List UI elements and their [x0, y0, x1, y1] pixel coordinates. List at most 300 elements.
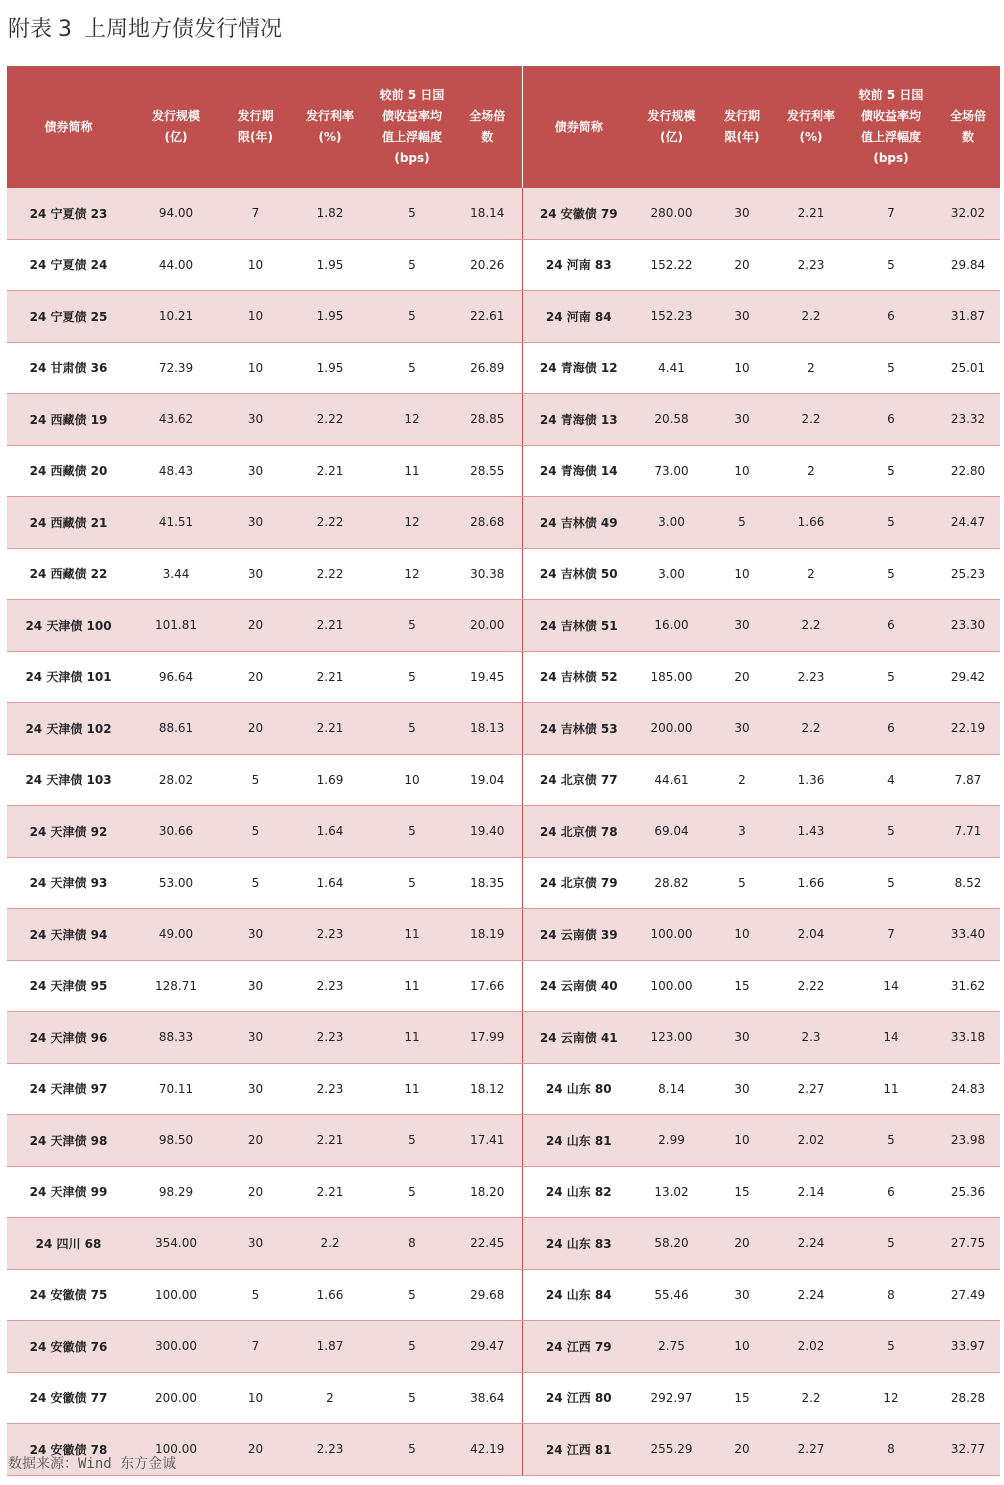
table-cell-bid-cover: 27.75 [936, 1218, 1000, 1270]
table-cell-bond-name: 24 西藏债 20 [7, 445, 130, 497]
table-cell-term: 5 [222, 754, 289, 806]
table-cell-issue-rate: 1.95 [289, 239, 371, 291]
table-cell-issue-rate: 1.95 [289, 342, 371, 394]
table-cell-issue-rate: 2.02 [776, 1321, 846, 1373]
table-cell-bid-cover: 23.98 [936, 1115, 1000, 1167]
table-cell-issue-rate: 2.23 [289, 1424, 371, 1476]
table-cell-spread-bps: 7 [846, 909, 936, 961]
table-cell-term: 10 [708, 445, 776, 497]
table-cell-bid-cover: 18.12 [453, 1063, 522, 1115]
table-row [7, 806, 1000, 858]
table-cell-bid-cover: 31.87 [936, 291, 1000, 343]
table-cell-spread-bps: 5 [371, 1166, 453, 1218]
table-cell-term: 30 [708, 1269, 776, 1321]
table-cell-term: 20 [222, 600, 289, 652]
table-cell-issue-size: 128.71 [130, 960, 222, 1012]
column-header-bond-name-left: 债券简称 [7, 66, 130, 188]
table-row [7, 1321, 1000, 1373]
table-row [7, 1115, 1000, 1167]
table-cell-issue-size: 96.64 [130, 651, 222, 703]
table-cell-bid-cover: 18.19 [453, 909, 522, 961]
table-cell-issue-size: 200.00 [635, 703, 708, 755]
table-row [7, 497, 1000, 549]
table-cell-term: 30 [222, 445, 289, 497]
table-cell-issue-size: 28.02 [130, 754, 222, 806]
table-cell-issue-rate: 2.2 [776, 1372, 846, 1424]
table-cell-term: 2 [708, 754, 776, 806]
table-cell-issue-rate: 2.04 [776, 909, 846, 961]
table-cell-issue-rate: 2.22 [289, 394, 371, 446]
table-cell-issue-size: 2.99 [635, 1115, 708, 1167]
table-cell-issue-rate: 1.43 [776, 806, 846, 858]
table-cell-bid-cover: 25.36 [936, 1166, 1000, 1218]
table-cell-term: 5 [222, 857, 289, 909]
table-cell-issue-size: 94.00 [130, 188, 222, 239]
table-cell-term: 20 [708, 239, 776, 291]
table-row [7, 1269, 1000, 1321]
table-cell-issue-rate: 2 [776, 342, 846, 394]
table-cell-issue-rate: 2 [289, 1372, 371, 1424]
table-cell-spread-bps: 5 [371, 857, 453, 909]
table-cell-spread-bps: 12 [846, 1372, 936, 1424]
table-cell-bid-cover: 27.49 [936, 1269, 1000, 1321]
table-cell-spread-bps: 6 [846, 703, 936, 755]
table-cell-spread-bps: 5 [371, 342, 453, 394]
table-cell-bond-name: 24 河南 84 [522, 291, 635, 343]
table-cell-term: 10 [222, 239, 289, 291]
table-cell-bond-name: 24 西藏债 22 [7, 548, 130, 600]
table-cell-term: 20 [222, 1424, 289, 1476]
table-cell-spread-bps: 5 [371, 703, 453, 755]
table-cell-issue-size: 100.00 [130, 1424, 222, 1476]
table-cell-bond-name: 24 山东 81 [522, 1115, 635, 1167]
table-cell-term: 5 [708, 857, 776, 909]
table-cell-term: 30 [222, 960, 289, 1012]
table-cell-bid-cover: 29.47 [453, 1321, 522, 1373]
table-cell-issue-size: 69.04 [635, 806, 708, 858]
table-cell-term: 30 [708, 1012, 776, 1064]
table-cell-term: 10 [222, 1372, 289, 1424]
table-cell-term: 30 [222, 909, 289, 961]
table-cell-issue-size: 13.02 [635, 1166, 708, 1218]
table-cell-issue-size: 200.00 [130, 1372, 222, 1424]
table-cell-issue-rate: 2.2 [776, 600, 846, 652]
table-cell-bid-cover: 25.01 [936, 342, 1000, 394]
table-cell-issue-size: 100.00 [635, 960, 708, 1012]
table-cell-spread-bps: 8 [371, 1218, 453, 1270]
table-cell-issue-rate: 1.64 [289, 857, 371, 909]
table-cell-issue-rate: 2.22 [776, 960, 846, 1012]
table-cell-bid-cover: 28.28 [936, 1372, 1000, 1424]
table-cell-spread-bps: 5 [846, 1321, 936, 1373]
table-row [7, 548, 1000, 600]
column-header-issue-rate-right: 发行利率 (%) [776, 66, 846, 188]
table-row [7, 1012, 1000, 1064]
table-cell-issue-size: 101.81 [130, 600, 222, 652]
table-row [7, 857, 1000, 909]
table-cell-bond-name: 24 吉林债 51 [522, 600, 635, 652]
table-cell-issue-size: 55.46 [635, 1269, 708, 1321]
table-cell-spread-bps: 6 [846, 394, 936, 446]
table-cell-issue-rate: 2.21 [289, 703, 371, 755]
table-cell-bid-cover: 33.97 [936, 1321, 1000, 1373]
table-cell-spread-bps: 5 [846, 548, 936, 600]
table-cell-bond-name: 24 天津债 96 [7, 1012, 130, 1064]
table-row [7, 1372, 1000, 1424]
table-cell-issue-size: 43.62 [130, 394, 222, 446]
table-cell-bid-cover: 24.83 [936, 1063, 1000, 1115]
table-cell-issue-rate: 1.95 [289, 291, 371, 343]
table-cell-issue-rate: 2.23 [289, 960, 371, 1012]
table-cell-bond-name: 24 天津债 103 [7, 754, 130, 806]
table-cell-bond-name: 24 天津债 94 [7, 909, 130, 961]
table-cell-term: 20 [222, 1166, 289, 1218]
table-cell-issue-rate: 2.2 [776, 394, 846, 446]
table-cell-term: 7 [222, 188, 289, 239]
table-cell-issue-size: 280.00 [635, 188, 708, 239]
table-cell-spread-bps: 5 [846, 1115, 936, 1167]
table-cell-bond-name: 24 青海债 14 [522, 445, 635, 497]
table-cell-bid-cover: 17.99 [453, 1012, 522, 1064]
table-cell-spread-bps: 11 [846, 1063, 936, 1115]
table-cell-term: 3 [708, 806, 776, 858]
table-cell-bond-name: 24 吉林债 53 [522, 703, 635, 755]
table-cell-issue-rate: 2.3 [776, 1012, 846, 1064]
table-cell-bid-cover: 29.84 [936, 239, 1000, 291]
table-cell-bid-cover: 28.68 [453, 497, 522, 549]
table-cell-bond-name: 24 天津债 92 [7, 806, 130, 858]
column-header-spread-bps-right: 较前 5 日国 债收益率均 值上浮幅度 (bps) [846, 66, 936, 188]
table-cell-bond-name: 24 宁夏债 25 [7, 291, 130, 343]
table-cell-issue-rate: 2 [776, 445, 846, 497]
table-cell-issue-size: 70.11 [130, 1063, 222, 1115]
table-cell-issue-size: 300.00 [130, 1321, 222, 1373]
table-cell-spread-bps: 5 [846, 445, 936, 497]
table-cell-term: 20 [708, 1424, 776, 1476]
table-cell-term: 30 [222, 497, 289, 549]
table-cell-spread-bps: 5 [846, 857, 936, 909]
table-cell-issue-rate: 2.22 [289, 497, 371, 549]
table-cell-issue-rate: 2.21 [289, 651, 371, 703]
table-cell-issue-rate: 2.27 [776, 1424, 846, 1476]
table-row [7, 342, 1000, 394]
table-cell-bid-cover: 29.42 [936, 651, 1000, 703]
table-cell-issue-rate: 2.23 [289, 909, 371, 961]
table-cell-issue-rate: 2.21 [289, 600, 371, 652]
table-cell-issue-rate: 2.24 [776, 1218, 846, 1270]
table-cell-issue-size: 292.97 [635, 1372, 708, 1424]
table-cell-bond-name: 24 山东 82 [522, 1166, 635, 1218]
table-cell-bond-name: 24 安徽债 78 [7, 1424, 130, 1476]
table-cell-issue-size: 16.00 [635, 600, 708, 652]
table-header-row [7, 66, 1000, 188]
table-cell-term: 10 [708, 342, 776, 394]
table-cell-spread-bps: 8 [846, 1269, 936, 1321]
table-cell-issue-size: 48.43 [130, 445, 222, 497]
table-cell-spread-bps: 6 [846, 600, 936, 652]
table-cell-issue-rate: 2.21 [289, 445, 371, 497]
table-title-label: 附表 [8, 17, 53, 42]
table-cell-bond-name: 24 安徽债 76 [7, 1321, 130, 1373]
table-cell-issue-size: 3.00 [635, 548, 708, 600]
table-cell-term: 30 [708, 703, 776, 755]
table-cell-issue-size: 2.75 [635, 1321, 708, 1373]
table-cell-bid-cover: 18.13 [453, 703, 522, 755]
table-cell-issue-rate: 2.24 [776, 1269, 846, 1321]
table-cell-issue-rate: 2.23 [776, 651, 846, 703]
table-cell-spread-bps: 5 [371, 651, 453, 703]
table-cell-bid-cover: 20.00 [453, 600, 522, 652]
table-cell-bid-cover: 22.19 [936, 703, 1000, 755]
table-cell-issue-size: 72.39 [130, 342, 222, 394]
column-header-bid-cover-left: 全场倍 数 [453, 66, 522, 188]
table-cell-spread-bps: 8 [846, 1424, 936, 1476]
table-cell-term: 15 [708, 1372, 776, 1424]
table-cell-bid-cover: 28.85 [453, 394, 522, 446]
table-cell-issue-size: 49.00 [130, 909, 222, 961]
table-cell-term: 30 [222, 548, 289, 600]
table-cell-issue-size: 30.66 [130, 806, 222, 858]
table-cell-term: 30 [708, 394, 776, 446]
table-cell-issue-rate: 2.22 [289, 548, 371, 600]
table-cell-issue-rate: 2.2 [289, 1218, 371, 1270]
table-cell-spread-bps: 5 [846, 497, 936, 549]
table-row [7, 754, 1000, 806]
table-cell-issue-size: 88.33 [130, 1012, 222, 1064]
table-cell-issue-size: 100.00 [130, 1269, 222, 1321]
table-row [7, 703, 1000, 755]
table-cell-issue-size: 123.00 [635, 1012, 708, 1064]
table-row [7, 960, 1000, 1012]
table-row [7, 909, 1000, 961]
table-row [7, 445, 1000, 497]
table-cell-spread-bps: 14 [846, 960, 936, 1012]
column-header-bond-name-right: 债券简称 [522, 66, 635, 188]
table-cell-issue-size: 44.61 [635, 754, 708, 806]
table-cell-spread-bps: 5 [371, 291, 453, 343]
table-cell-spread-bps: 11 [371, 960, 453, 1012]
table-cell-spread-bps: 11 [371, 1063, 453, 1115]
table-row [7, 1218, 1000, 1270]
table-cell-term: 7 [222, 1321, 289, 1373]
table-cell-spread-bps: 7 [846, 188, 936, 239]
table-title [8, 14, 282, 46]
table-cell-bond-name: 24 江西 79 [522, 1321, 635, 1373]
table-cell-bond-name: 24 四川 68 [7, 1218, 130, 1270]
table-cell-bond-name: 24 江西 81 [522, 1424, 635, 1476]
table-cell-term: 30 [222, 394, 289, 446]
table-cell-issue-size: 73.00 [635, 445, 708, 497]
column-header-term-right: 发行期 限(年) [708, 66, 776, 188]
table-cell-issue-size: 255.29 [635, 1424, 708, 1476]
table-cell-bid-cover: 17.41 [453, 1115, 522, 1167]
table-cell-term: 30 [708, 188, 776, 239]
table-cell-issue-rate: 2.02 [776, 1115, 846, 1167]
table-cell-bond-name: 24 宁夏债 23 [7, 188, 130, 239]
table-cell-spread-bps: 5 [371, 239, 453, 291]
table-cell-bond-name: 24 云南债 41 [522, 1012, 635, 1064]
table-cell-issue-rate: 2 [776, 548, 846, 600]
table-cell-spread-bps: 11 [371, 445, 453, 497]
table-cell-bid-cover: 22.80 [936, 445, 1000, 497]
table-cell-term: 15 [708, 1166, 776, 1218]
table-cell-bid-cover: 25.23 [936, 548, 1000, 600]
table-row [7, 1063, 1000, 1115]
table-cell-bond-name: 24 天津债 97 [7, 1063, 130, 1115]
table-cell-bond-name: 24 青海债 12 [522, 342, 635, 394]
table-cell-bond-name: 24 吉林债 52 [522, 651, 635, 703]
table-cell-term: 5 [708, 497, 776, 549]
table-cell-term: 20 [708, 651, 776, 703]
column-header-term-left: 发行期 限(年) [222, 66, 289, 188]
table-cell-issue-size: 354.00 [130, 1218, 222, 1270]
table-cell-spread-bps: 5 [371, 600, 453, 652]
table-cell-bond-name: 24 安徽债 79 [522, 188, 635, 239]
table-cell-bid-cover: 29.68 [453, 1269, 522, 1321]
table-cell-spread-bps: 5 [371, 1269, 453, 1321]
table-cell-term: 20 [222, 651, 289, 703]
table-cell-issue-size: 41.51 [130, 497, 222, 549]
table-cell-spread-bps: 5 [371, 806, 453, 858]
table-cell-issue-rate: 2.23 [289, 1012, 371, 1064]
table-cell-issue-rate: 2.21 [289, 1115, 371, 1167]
table-cell-bid-cover: 17.66 [453, 960, 522, 1012]
table-cell-term: 30 [222, 1063, 289, 1115]
table-row [7, 651, 1000, 703]
table-cell-bond-name: 24 宁夏债 24 [7, 239, 130, 291]
table-cell-issue-rate: 2.23 [289, 1063, 371, 1115]
table-cell-spread-bps: 12 [371, 394, 453, 446]
table-cell-issue-size: 58.20 [635, 1218, 708, 1270]
table-cell-term: 10 [222, 342, 289, 394]
table-cell-term: 20 [222, 703, 289, 755]
table-cell-issue-rate: 2.21 [776, 188, 846, 239]
table-cell-issue-size: 3.00 [635, 497, 708, 549]
table-cell-issue-rate: 1.66 [776, 857, 846, 909]
table-row [7, 394, 1000, 446]
table-cell-bond-name: 24 西藏债 21 [7, 497, 130, 549]
table-cell-issue-rate: 1.64 [289, 806, 371, 858]
table-cell-spread-bps: 12 [371, 548, 453, 600]
table-cell-issue-size: 98.29 [130, 1166, 222, 1218]
table-cell-spread-bps: 14 [846, 1012, 936, 1064]
table-cell-bid-cover: 19.40 [453, 806, 522, 858]
table-cell-bond-name: 24 甘肃债 36 [7, 342, 130, 394]
table-cell-bond-name: 24 安徽债 75 [7, 1269, 130, 1321]
table-cell-issue-rate: 2.14 [776, 1166, 846, 1218]
table-cell-bid-cover: 31.62 [936, 960, 1000, 1012]
table-cell-bid-cover: 24.47 [936, 497, 1000, 549]
table-cell-term: 10 [222, 291, 289, 343]
table-cell-bid-cover: 30.38 [453, 548, 522, 600]
table-cell-issue-rate: 1.82 [289, 188, 371, 239]
table-cell-bid-cover: 19.04 [453, 754, 522, 806]
table-cell-bid-cover: 19.45 [453, 651, 522, 703]
column-header-issue-size-left: 发行规模 (亿) [130, 66, 222, 188]
table-cell-bond-name: 24 江西 80 [522, 1372, 635, 1424]
table-cell-bond-name: 24 山东 84 [522, 1269, 635, 1321]
table-cell-issue-rate: 2.2 [776, 703, 846, 755]
table-cell-bond-name: 24 山东 80 [522, 1063, 635, 1115]
table-cell-bid-cover: 33.18 [936, 1012, 1000, 1064]
table-row [7, 188, 1000, 239]
table-cell-issue-size: 10.21 [130, 291, 222, 343]
table-cell-issue-rate: 2.2 [776, 291, 846, 343]
table-cell-issue-rate: 1.69 [289, 754, 371, 806]
table-cell-term: 30 [222, 1218, 289, 1270]
table-cell-issue-rate: 2.23 [776, 239, 846, 291]
table-cell-term: 30 [708, 600, 776, 652]
table-cell-bond-name: 24 天津债 100 [7, 600, 130, 652]
table-cell-bid-cover: 32.77 [936, 1424, 1000, 1476]
table-cell-spread-bps: 10 [371, 754, 453, 806]
table-cell-bid-cover: 28.55 [453, 445, 522, 497]
table-cell-bond-name: 24 北京债 79 [522, 857, 635, 909]
table-cell-bid-cover: 18.20 [453, 1166, 522, 1218]
table-cell-spread-bps: 5 [371, 1372, 453, 1424]
table-cell-bond-name: 24 云南债 40 [522, 960, 635, 1012]
table-cell-bond-name: 24 天津债 102 [7, 703, 130, 755]
table-cell-bid-cover: 22.45 [453, 1218, 522, 1270]
table-cell-term: 5 [222, 1269, 289, 1321]
table-cell-issue-size: 98.50 [130, 1115, 222, 1167]
table-cell-bid-cover: 23.30 [936, 600, 1000, 652]
table-cell-issue-rate: 1.66 [289, 1269, 371, 1321]
table-cell-spread-bps: 5 [371, 188, 453, 239]
table-cell-bid-cover: 7.87 [936, 754, 1000, 806]
table-cell-issue-size: 8.14 [635, 1063, 708, 1115]
table-cell-bond-name: 24 山东 83 [522, 1218, 635, 1270]
table-cell-term: 10 [708, 909, 776, 961]
table-cell-bid-cover: 33.40 [936, 909, 1000, 961]
table-row [7, 1166, 1000, 1218]
table-cell-issue-size: 185.00 [635, 651, 708, 703]
table-cell-bond-name: 24 河南 83 [522, 239, 635, 291]
table-cell-issue-size: 152.23 [635, 291, 708, 343]
table-cell-bond-name: 24 天津债 95 [7, 960, 130, 1012]
table-title-text: 上周地方债发行情况 [84, 17, 283, 42]
table-cell-issue-size: 28.82 [635, 857, 708, 909]
table-cell-spread-bps: 5 [846, 651, 936, 703]
table-cell-term: 10 [708, 1115, 776, 1167]
table-cell-spread-bps: 5 [846, 806, 936, 858]
table-cell-term: 5 [222, 806, 289, 858]
table-body [7, 188, 1000, 1475]
table-cell-bid-cover: 7.71 [936, 806, 1000, 858]
table-cell-term: 10 [708, 1321, 776, 1373]
table-cell-issue-size: 20.58 [635, 394, 708, 446]
table-cell-spread-bps: 6 [846, 1166, 936, 1218]
table-cell-bid-cover: 8.52 [936, 857, 1000, 909]
table-cell-issue-size: 4.41 [635, 342, 708, 394]
table-cell-issue-rate: 1.66 [776, 497, 846, 549]
table-cell-bid-cover: 20.26 [453, 239, 522, 291]
table-cell-bond-name: 24 北京债 77 [522, 754, 635, 806]
table-cell-bond-name: 24 天津债 93 [7, 857, 130, 909]
table-cell-bond-name: 24 青海债 13 [522, 394, 635, 446]
table-cell-bond-name: 24 吉林债 50 [522, 548, 635, 600]
data-source-note: 数据来源：Wind 东方金诚 [8, 1456, 177, 1472]
table-cell-bid-cover: 18.35 [453, 857, 522, 909]
table-cell-issue-rate: 1.87 [289, 1321, 371, 1373]
table-cell-spread-bps: 12 [371, 497, 453, 549]
table-cell-bid-cover: 22.61 [453, 291, 522, 343]
table-cell-term: 20 [222, 1115, 289, 1167]
table-cell-spread-bps: 6 [846, 291, 936, 343]
table-cell-bid-cover: 32.02 [936, 188, 1000, 239]
table-cell-term: 15 [708, 960, 776, 1012]
table-row [7, 600, 1000, 652]
